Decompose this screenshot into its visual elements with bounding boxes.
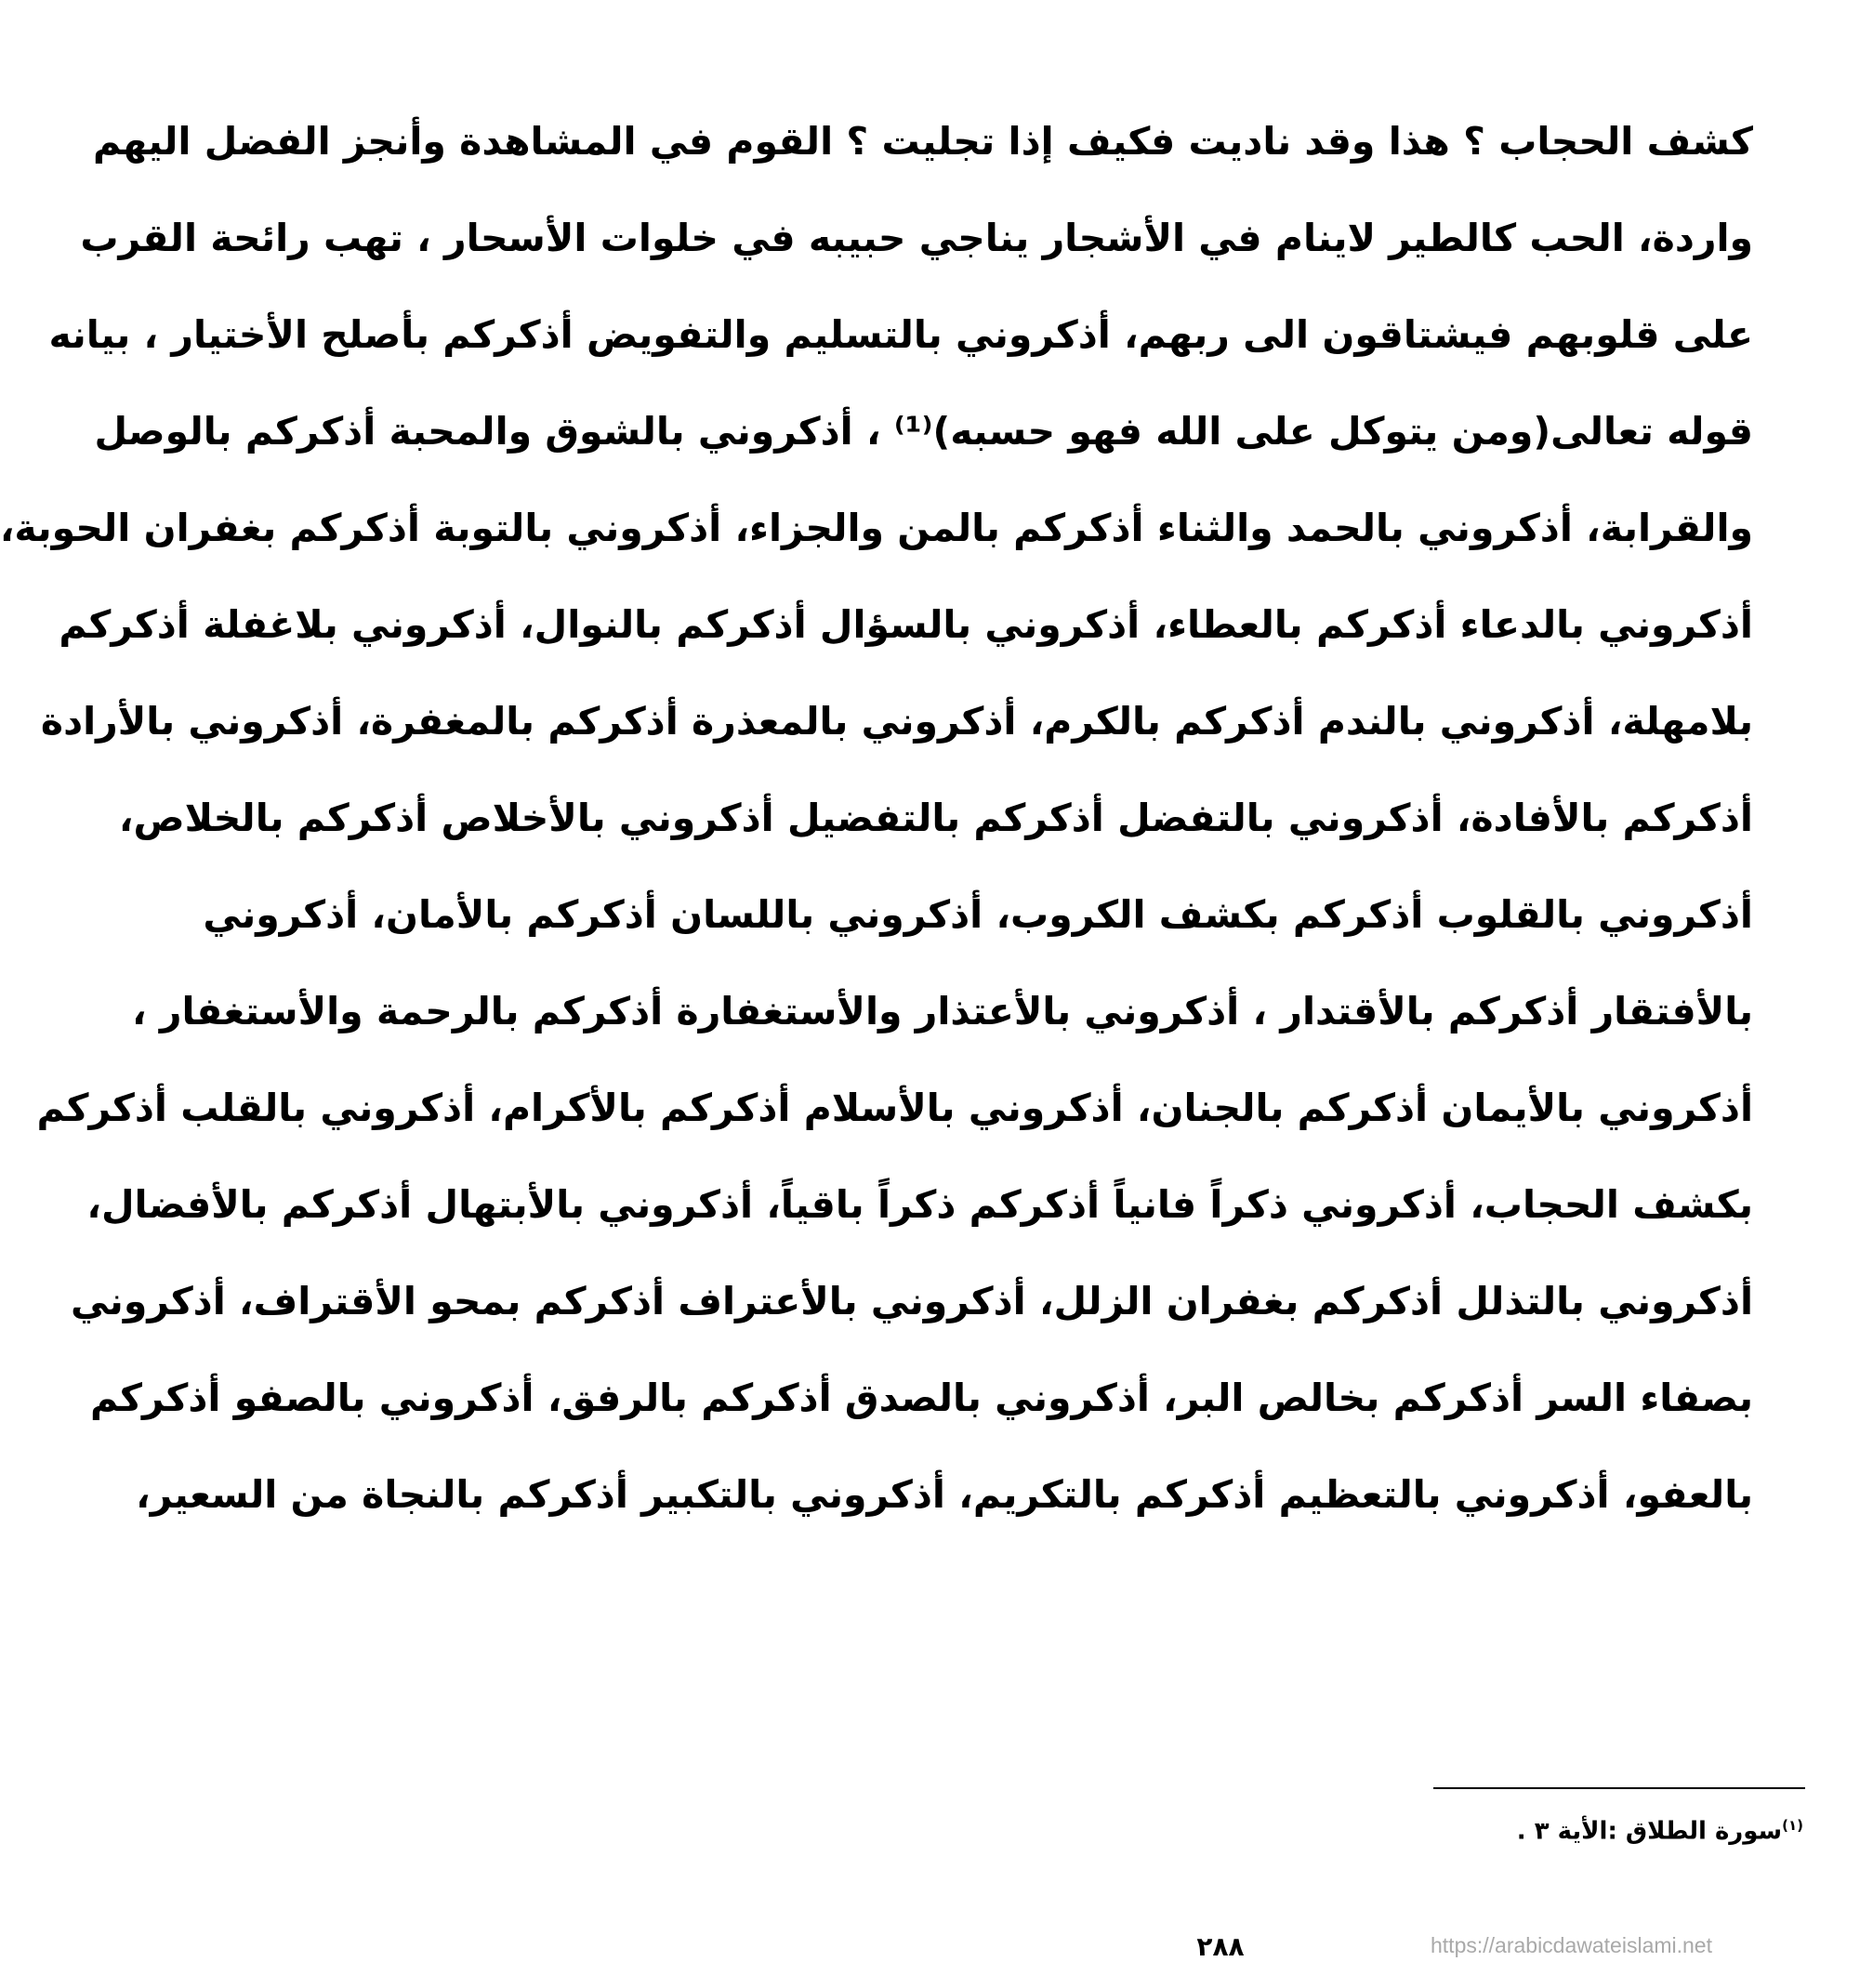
text-line: بلامهلة، أذكروني بالندم أذكركم بالكرم، أذكروني بالمعذرة أذكركم بالمغفرة، أذكروني بالأرادة — [40, 699, 1753, 744]
footnote-divider — [1433, 1787, 1805, 1789]
text-line: أذكروني بالتذلل أذكركم بغفران الزلل، أذكروني بالأعتراف أذكركم بمحو الأقتراف، أذكروني — [70, 1279, 1753, 1323]
text-line: كشف الحجاب ؟ هذا وقد ناديت فكيف إذا تجليت ؟ القوم في المشاهدة وأنجز الفضل اليهم — [93, 119, 1753, 164]
text-line: أذكروني بالدعاء أذكركم بالعطاء، أذكروني بالسؤال أذكركم بالنوال، أذكروني بلاغفلة أذكركم — [59, 602, 1753, 647]
text-line: أذكركم بالأفادة، أذكروني بالتفضل أذكركم بالتفضيل أذكروني بالأخلاص أذكركم بالخلاص، — [118, 796, 1753, 840]
text-line: بالأفتقار أذكركم بالأقتدار ، أذكروني بالأعتذار والأستغفارة أذكركم بالرحمة والأستغفار ، — [132, 989, 1753, 1033]
text-line: على قلوبهم فيشتاقون الى ربهم، أذكروني بالتسليم والتفويض أذكركم بأصلح الأختيار ، بيانه — [48, 312, 1753, 357]
watermark: https://arabicdawateislami.net — [1431, 1933, 1712, 1957]
footnote-text: سورة الطلاق :الأية ٣ . — [1516, 1817, 1783, 1846]
text-line: بكشف الحجاب، أذكروني ذكراً فانياً أذكركم ذكراً باقياً، أذكروني بالأبتهال أذكركم بالأفضال، — [86, 1182, 1753, 1227]
text-line: بصفاء السر أذكركم بخالص البر، أذكروني بالصدق أذكركم بالرفق، أذكروني بالصفو أذكركم — [90, 1376, 1753, 1420]
text-line: والقرابة، أذكروني بالحمد والثناء أذكركم بالمن والجزاء، أذكروني بالتوبة أذكركم بغفران الحوبة، — [0, 506, 1753, 550]
text-line: أذكروني بالأيمان أذكركم بالجنان، أذكروني بالأسلام أذكركم بالأكرام، أذكروني بالقلب أذكركم — [36, 1086, 1753, 1130]
text-line: قوله تعالى(ومن يتوكل على الله فهو حسبه)⁽¹⁾ ، أذكروني بالشوق والمحبة أذكركم بالوصل — [94, 409, 1753, 454]
footnote — [1517, 1817, 1803, 1846]
page-number: ٢٨٨ — [1196, 1931, 1245, 1962]
main-text — [0, 93, 1753, 1543]
text-line: بالعفو، أذكروني بالتعظيم أذكركم بالتكريم، أذكروني بالتكبير أذكركم بالنجاة من السعير، — [136, 1472, 1753, 1517]
text-line: أذكروني بالقلوب أذكركم بكشف الكروب، أذكروني باللسان أذكركم بالأمان، أذكروني — [203, 892, 1753, 937]
text-line: واردة، الحب كالطير لاينام في الأشجار يناجي حبيبه في خلوات الأسحار ، تهب رائحة القرب — [80, 216, 1753, 260]
footnote-marker: (١) — [1782, 1817, 1803, 1834]
